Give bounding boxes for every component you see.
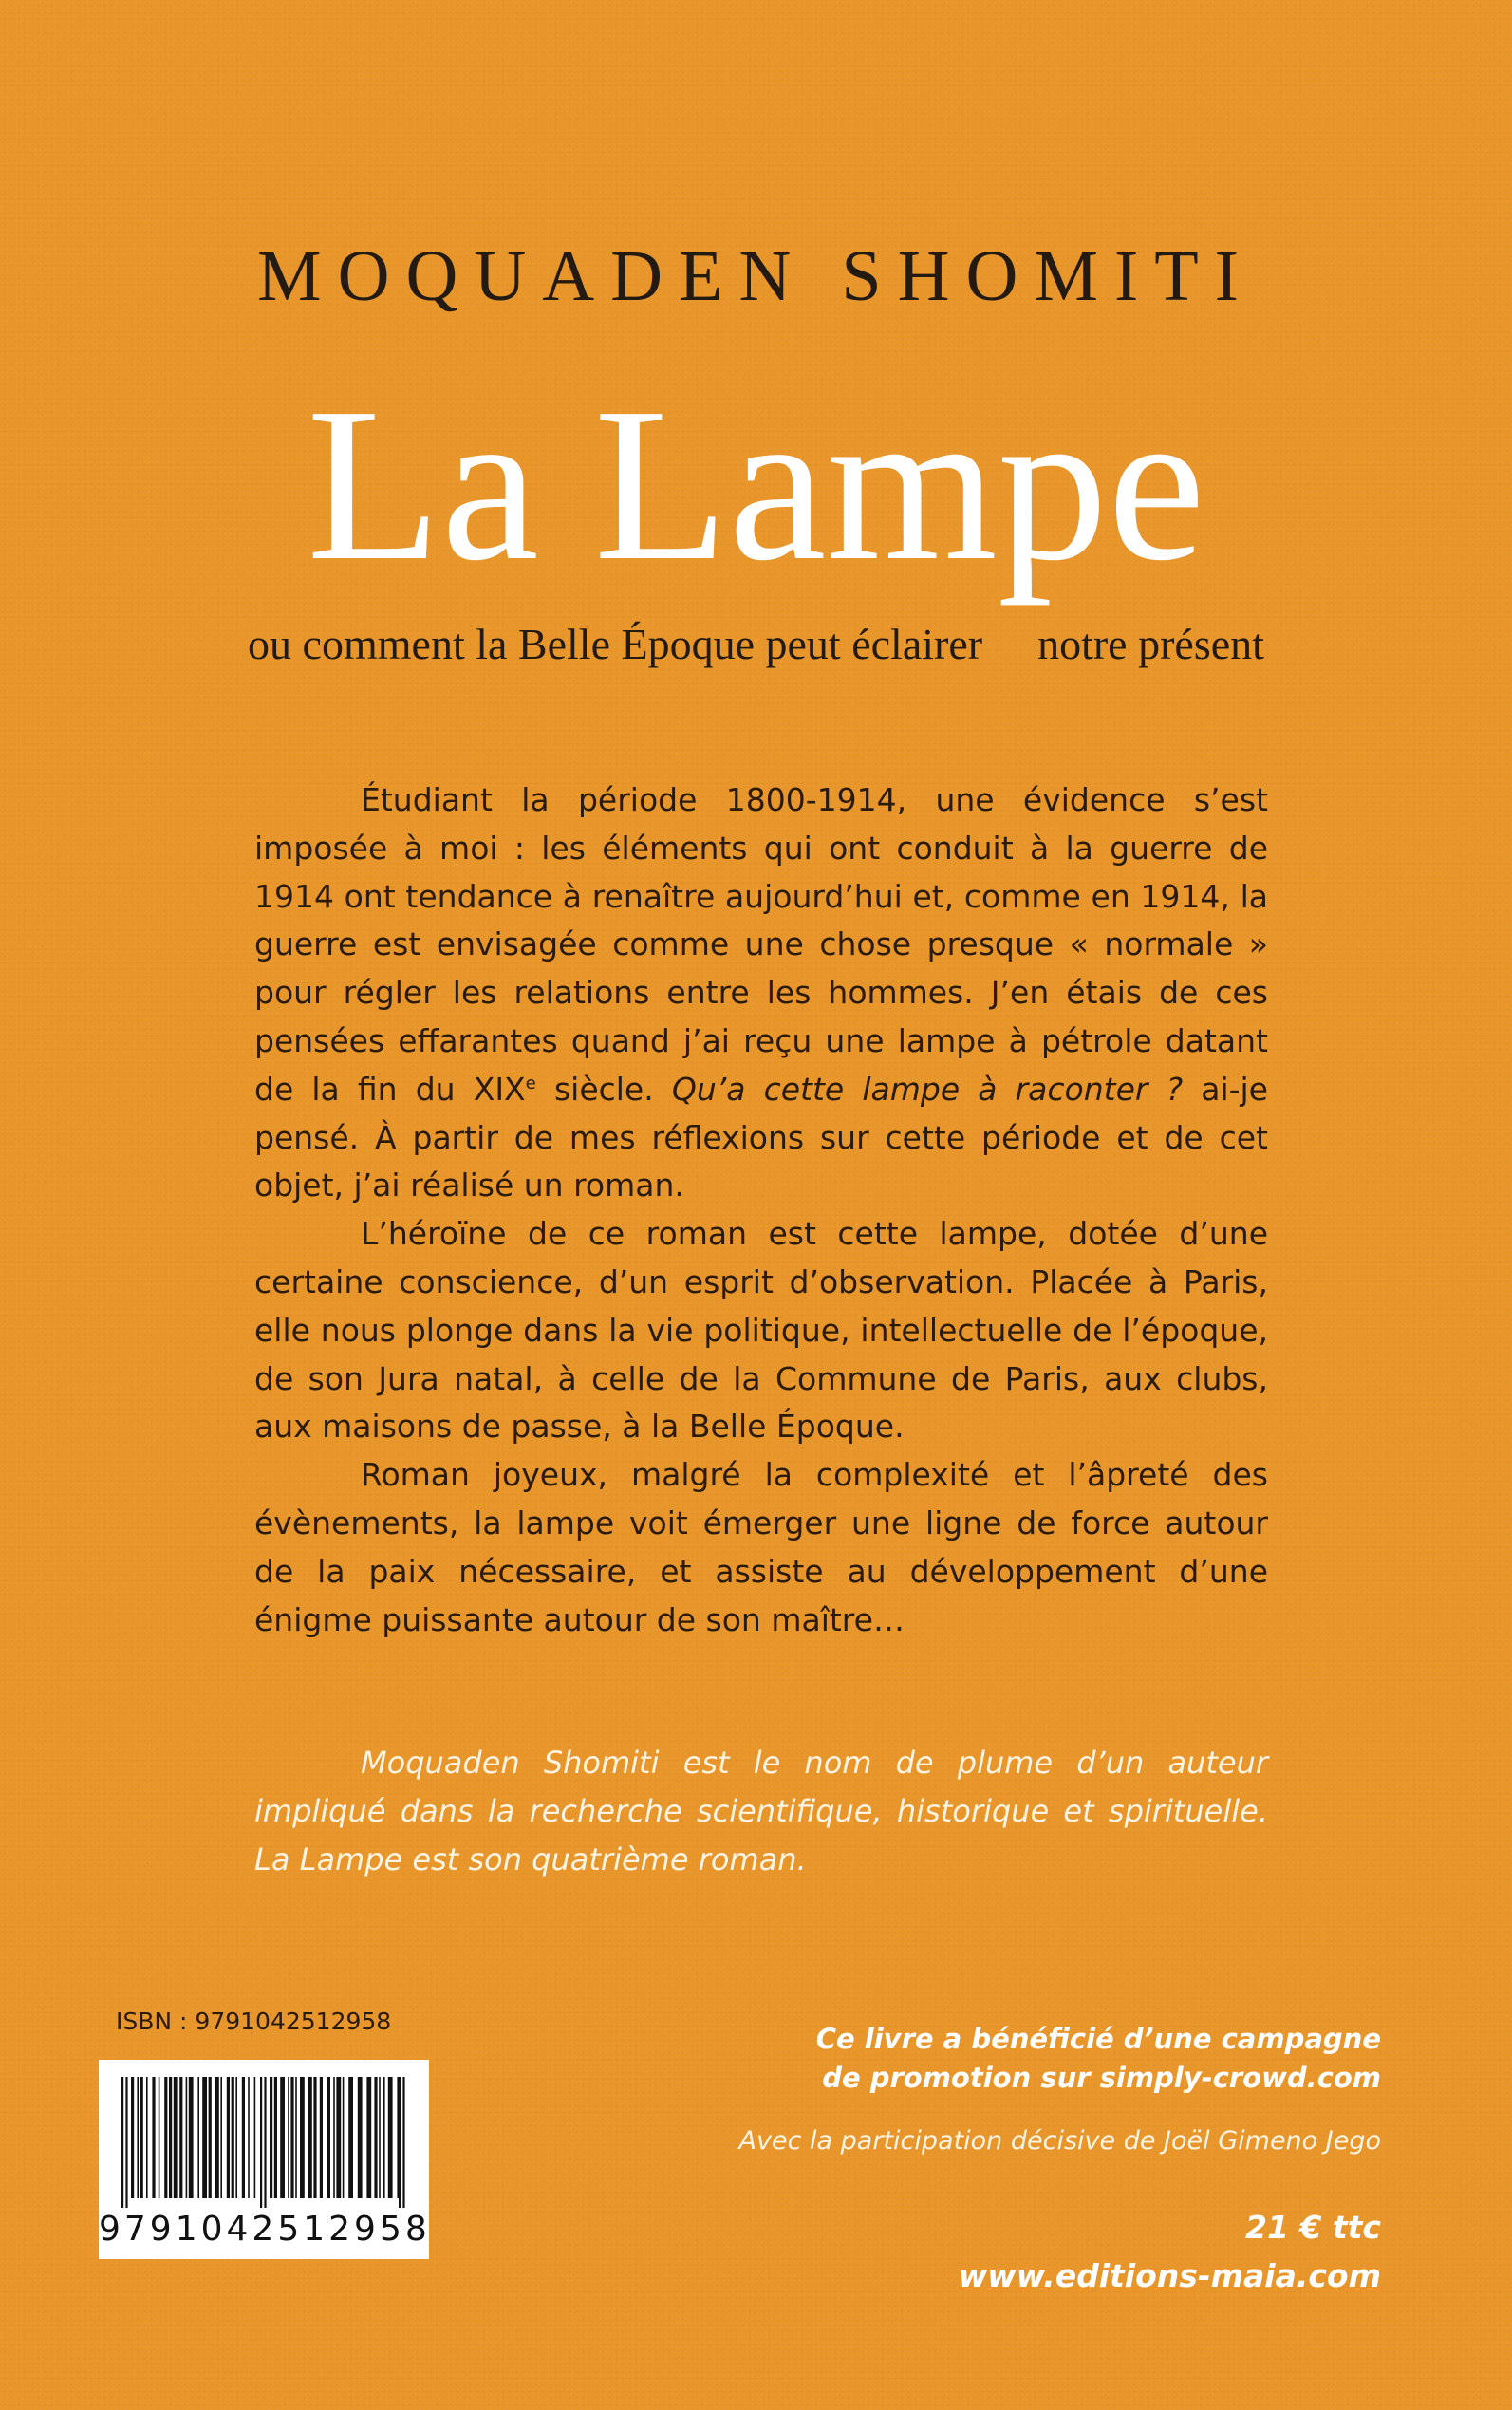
blurb-paragraph-1	[254, 776, 1268, 1210]
barcode-bar	[327, 2077, 330, 2198]
barcode-guard-bar	[399, 2077, 401, 2208]
barcode-bar	[397, 2077, 399, 2198]
subtitle-part-2: notre présent	[1037, 620, 1264, 668]
barcode-bar	[169, 2077, 172, 2198]
blurb	[254, 776, 1268, 1644]
barcode-bar	[288, 2077, 289, 2198]
book-subtitle	[0, 619, 1512, 669]
barcode-bar	[300, 2077, 305, 2198]
barcode-bar	[242, 2077, 245, 2198]
publisher-website: www.editions-maia.com	[958, 2257, 1381, 2294]
barcode-bar	[146, 2077, 148, 2198]
blurb-p1-italic: Qu’a cette lampe à raconter ?	[671, 1070, 1184, 1108]
barcode-guard-bar	[264, 2077, 266, 2208]
blurb-p1-text-3: ai-je pensé. À partir de mes réflexions sur cette période et de cet objet, j’ai réalisé un roman.	[254, 1070, 1268, 1205]
author-bio-text: Moquaden Shomiti est le nom de plume d’un auteur impliqué dans la recherche scientifique, historique et spirituelle. La Lampe est son quatrième roman.	[254, 1745, 1268, 1878]
barcode-bar	[348, 2077, 353, 2198]
barcode	[99, 2060, 429, 2259]
blurb-paragraph-3: Roman joyeux, malgré la complexité et l’âpreté des évènements, la lampe voit émerger une ligne de force autour de la paix nécessaire, et assiste au développement d’une énigme puissante autour de son maître…	[254, 1456, 1268, 1638]
barcode-guard-bar	[402, 2077, 404, 2208]
barcode-bar	[383, 2077, 385, 2198]
barcode-bar	[343, 2077, 345, 2198]
barcode-bar	[388, 2077, 393, 2198]
barcode-bar	[290, 2077, 293, 2198]
barcode-guard-bar	[125, 2077, 127, 2208]
barcode-bar	[308, 2077, 312, 2198]
barcode-bar	[336, 2077, 341, 2198]
price: 21 € ttc	[1245, 2209, 1381, 2246]
barcode-bar	[202, 2077, 207, 2198]
barcode-bar	[197, 2077, 199, 2198]
barcode-bar	[164, 2077, 167, 2198]
participation-note: Avec la participation décisive de Joël Gimeno Jego	[738, 2126, 1381, 2156]
barcode-bar	[215, 2077, 219, 2198]
barcode-bar	[280, 2077, 285, 2198]
barcode-bar	[374, 2077, 377, 2198]
promotion-note	[816, 2020, 1381, 2098]
barcode-bar	[379, 2077, 381, 2198]
barcode-bar	[333, 2077, 335, 2198]
barcode-bar	[313, 2077, 316, 2198]
superscript-e: e	[525, 1073, 536, 1093]
barcode-bar	[186, 2077, 188, 2198]
barcode-bar	[140, 2077, 143, 2198]
barcode-bar	[179, 2077, 182, 2198]
barcode-bar	[274, 2077, 277, 2198]
barcode-bar	[232, 2077, 234, 2198]
barcode-bar	[235, 2077, 237, 2198]
barcode-bar	[320, 2077, 323, 2198]
subtitle-part-1: ou comment la Belle Époque peut éclairer	[248, 620, 983, 668]
barcode-bar	[189, 2077, 194, 2198]
barcode-bar	[209, 2077, 212, 2198]
barcode-bar	[220, 2077, 222, 2198]
isbn-label: ISBN : 9791042512958	[116, 2008, 392, 2035]
barcode-bar	[174, 2077, 178, 2198]
barcode-bar	[137, 2077, 139, 2198]
barcode-bar	[152, 2077, 155, 2198]
barcode-bar	[270, 2077, 272, 2198]
barcode-bar	[366, 2077, 371, 2198]
author-name: MOQUADEN SHOMITI	[257, 236, 1255, 316]
barcode-digits: 9791042512958	[99, 2210, 431, 2249]
barcode-bar	[358, 2077, 363, 2198]
blurb-paragraph-2: L’héroïne de ce roman est cette lampe, dotée d’une certaine conscience, d’un esprit d’observation. Placée à Paris, elle nous plonge dans la vie politique, intellectuelle de l’époque, de son Jura natal, à celle de la Commune de Paris, aux clubs, aux maisons de passe, à la Belle Époque.	[254, 1215, 1268, 1446]
barcode-guard-bar	[260, 2077, 262, 2208]
barcode-bar	[227, 2077, 230, 2198]
barcode-bars	[118, 2077, 410, 2208]
promotion-line-1: Ce livre a bénéficié d’une campagne	[815, 2023, 1381, 2055]
barcode-bar	[131, 2077, 134, 2198]
blurb-p1-text-2: siècle.	[535, 1070, 672, 1108]
book-title: La Lampe	[307, 363, 1205, 607]
barcode-bar	[295, 2077, 297, 2198]
barcode-guard-bar	[121, 2077, 123, 2208]
barcode-bar	[254, 2077, 256, 2198]
barcode-bar	[159, 2077, 160, 2198]
barcode-bar	[248, 2077, 250, 2198]
promotion-line-2: de promotion sur simply-crowd.com	[822, 2062, 1381, 2094]
blurb-p1-text: Étudiant la période 1800-1914, une évidence s’est imposée à moi : les éléments qui ont conduit à la guerre de 1914 ont tendance à renaître aujourd’hui et, comme en 1914, la guerre est envisagée comme une chose presque « normale » pour régler les relations entre les hommes. J’en étais de ces pensées effarantes quand j’ai reçu une lampe à pétrole datant de la fin du XIX	[254, 781, 1268, 1108]
author-bio	[254, 1739, 1268, 1884]
